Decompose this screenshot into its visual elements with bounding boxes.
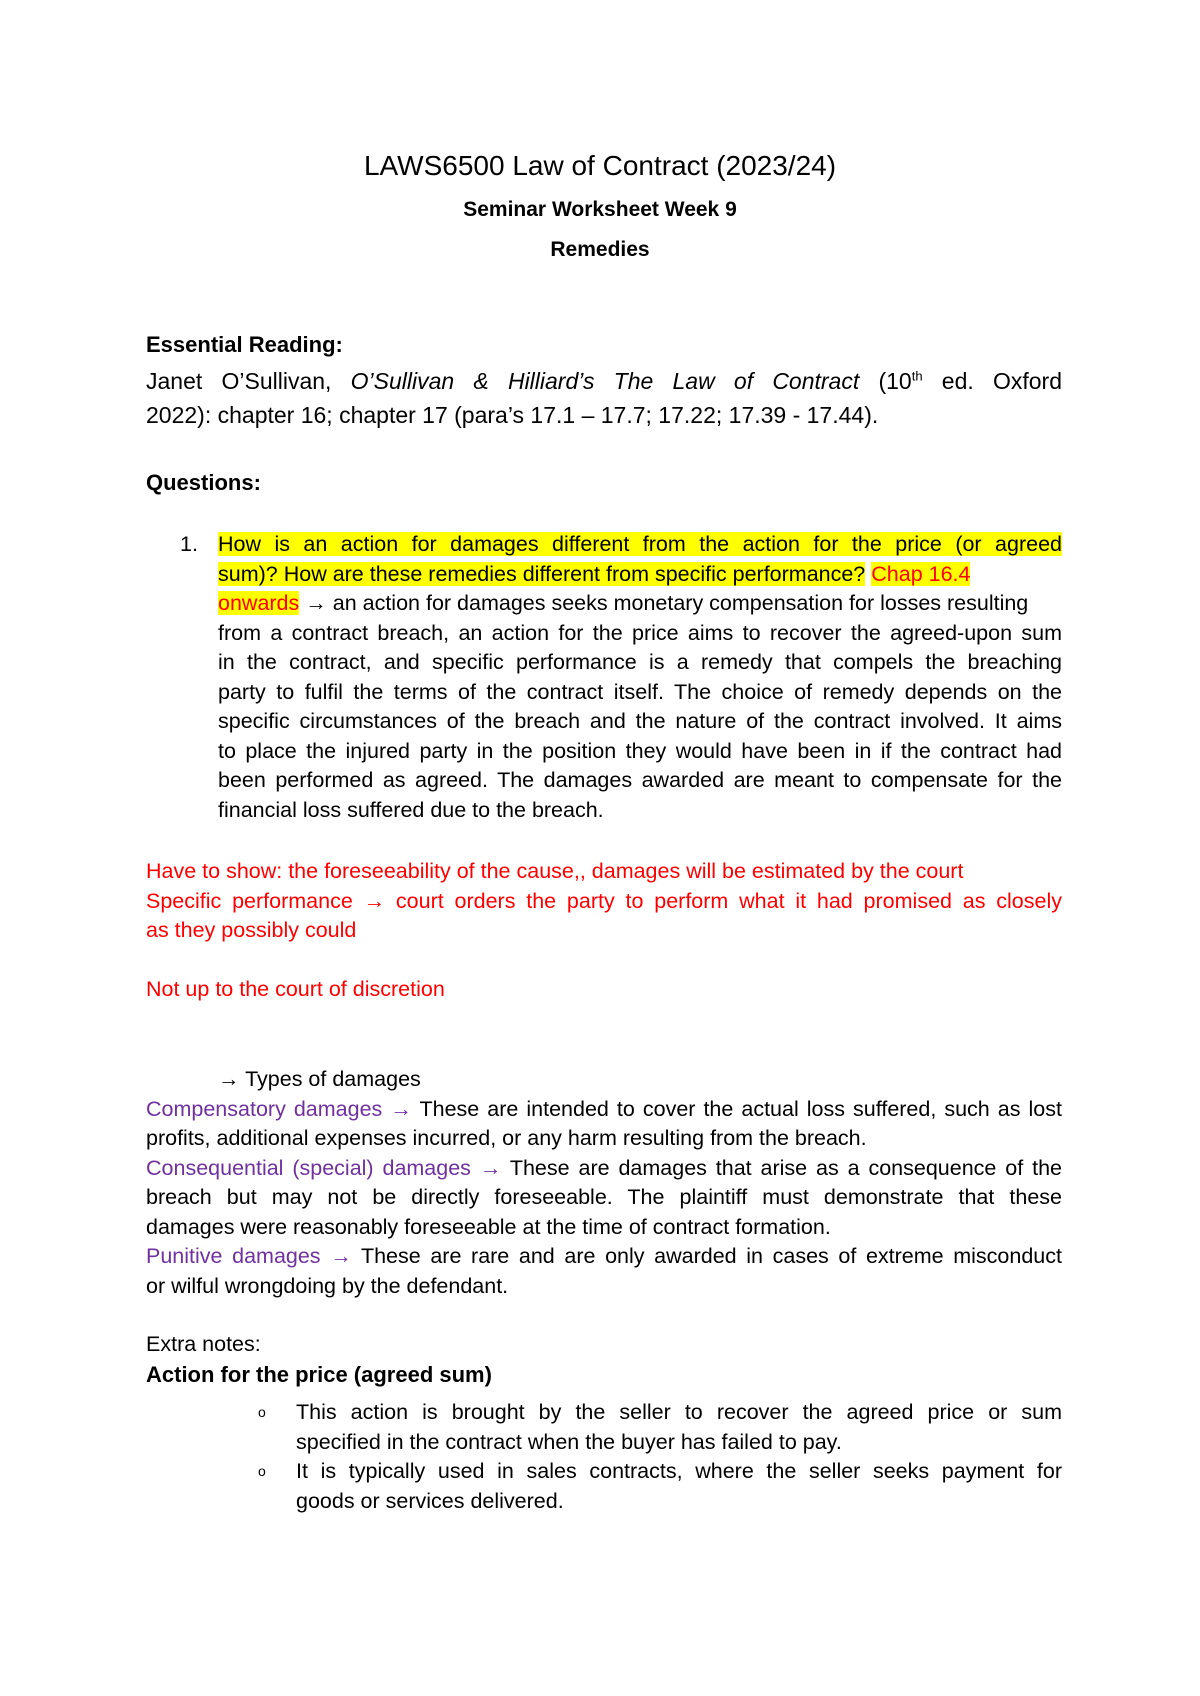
- punitive-line-2: or wilful wrongdoing by the defendant.: [146, 1273, 509, 1298]
- bullet-line-2: specified in the contract when the buyer has failed to pay.: [296, 1429, 842, 1454]
- bullet-line-1: It is typically used in sales contracts, where the seller seeks payment for: [296, 1459, 1062, 1483]
- answer-line: been performed as agreed. The damages awarded are meant to compensate for the: [218, 768, 1062, 792]
- answer-line: specific circumstances of the breach and the nature of the contract involved. It aims: [218, 709, 1062, 733]
- answer-line: party to fulfil the terms of the contract itself. The choice of remedy depends on the: [218, 679, 1062, 704]
- compensatory-line-1: [146, 1095, 1062, 1125]
- answer-line-first: [218, 589, 1062, 619]
- reading-author: Janet O’Sullivan,: [146, 367, 332, 394]
- punitive-text: These are rare and are only awarded in cases of extreme misconduct: [360, 1244, 1062, 1268]
- punitive-line-1: [146, 1242, 1062, 1272]
- essential-reading-section: [146, 330, 1062, 432]
- compensatory-text: These are intended to cover the actual loss suffered, such as lost: [419, 1096, 1062, 1121]
- bullet-icon: o: [258, 1404, 266, 1420]
- reading-line-2: 2022): chapter 16; chapter 17 (para’s 17.1 – 17.7; 17.22; 17.39 - 17.44).: [146, 401, 879, 428]
- answer-line: from a contract breach, an action for the price aims to recover the agreed-upon sum: [218, 620, 1062, 645]
- compensatory-label: Compensatory damages: [146, 1096, 383, 1121]
- arrow-icon: →: [479, 1155, 502, 1180]
- extra-notes-section: [146, 1330, 1062, 1389]
- consequential-line-2: breach but may not be directly foreseeable. The plaintiff must demonstrate that these: [146, 1185, 1062, 1209]
- answer-line-last: financial loss suffered due to the breach.: [218, 797, 604, 822]
- question-number: 1.: [180, 532, 198, 556]
- specific-performance-note: [146, 887, 1062, 917]
- specific-performance-label: Specific performance: [146, 888, 353, 913]
- answer-line: to place the injured party in the position they would have been in if the contract had: [218, 738, 1062, 763]
- question-text-1: How is an action for damages different from the action for the price (or agreed: [218, 532, 1062, 556]
- extra-notes-bullets: [146, 1398, 1062, 1518]
- damages-heading-line: [146, 1065, 1062, 1095]
- punitive-label: Punitive damages: [146, 1244, 321, 1268]
- bullet-line-1: This action is brought by the seller to recover the agreed price or sum: [296, 1400, 1062, 1424]
- foreseeability-note: Have to show: the foreseeability of the cause,, damages will be estimated by the court: [146, 859, 964, 883]
- essential-reading-heading: Essential Reading:: [146, 332, 343, 357]
- bullet-icon: o: [258, 1463, 266, 1479]
- arrow-icon: →: [330, 1244, 352, 1268]
- answer-line: in the contract, and specific performance is a remedy that compels the breaching: [218, 650, 1062, 674]
- damages-section: [146, 1065, 1062, 1301]
- chapter-reference: Chap 16.4: [871, 561, 971, 586]
- page-title: LAWS6500 Law of Contract (2023/24): [363, 150, 837, 181]
- discretion-note: Not up to the court of discretion: [146, 976, 445, 1001]
- damages-heading: Types of damages: [245, 1067, 421, 1091]
- question-text-2: sum)? How are these remedies different from specific performance?: [218, 561, 866, 586]
- specific-performance-note-cont: as they possibly could: [146, 918, 357, 942]
- chapter-reference-cont: onwards: [218, 591, 300, 615]
- reading-edition-pre: (10: [878, 367, 912, 394]
- answer-first-text: an action for damages seeks monetary compensation for losses resulting: [332, 591, 1029, 615]
- page-subtitle: Seminar Worksheet Week 9: [463, 198, 737, 221]
- action-for-price-heading: Action for the price (agreed sum): [146, 1361, 492, 1387]
- question-text-line-2: [218, 560, 1062, 590]
- questions-heading-wrap: [146, 468, 1062, 498]
- bullet-line-2: goods or services delivered.: [296, 1488, 564, 1513]
- consequential-line-1: [146, 1154, 1062, 1184]
- reading-book-title: O’Sullivan & Hilliard’s The Law of Contract: [350, 367, 860, 394]
- consequential-line-3: damages were reasonably foreseeable at the time of contract formation.: [146, 1214, 831, 1239]
- reading-edition-sup: th: [911, 367, 923, 383]
- specific-performance-text: court orders the party to perform what it had promised as closely: [395, 888, 1063, 913]
- page-topic: Remedies: [550, 238, 650, 261]
- arrow-icon: →: [305, 591, 327, 615]
- reading-line-1: [146, 364, 1062, 398]
- questions-heading: Questions:: [146, 470, 261, 495]
- compensatory-line-2: profits, additional expenses incurred, or any harm resulting from the breach.: [146, 1126, 867, 1150]
- arrow-icon: →: [218, 1067, 240, 1091]
- reading-edition-post: ed. Oxford: [941, 367, 1062, 394]
- red-notes: [146, 857, 1062, 1004]
- question-1: [146, 530, 1062, 830]
- extra-notes-label: Extra notes:: [146, 1332, 261, 1356]
- arrow-icon: →: [390, 1096, 412, 1121]
- arrow-icon: →: [363, 888, 386, 913]
- question-text-line-1: [218, 530, 1062, 560]
- consequential-text: These are damages that arise as a consequence of the: [509, 1155, 1062, 1180]
- consequential-label: Consequential (special) damages: [146, 1155, 471, 1180]
